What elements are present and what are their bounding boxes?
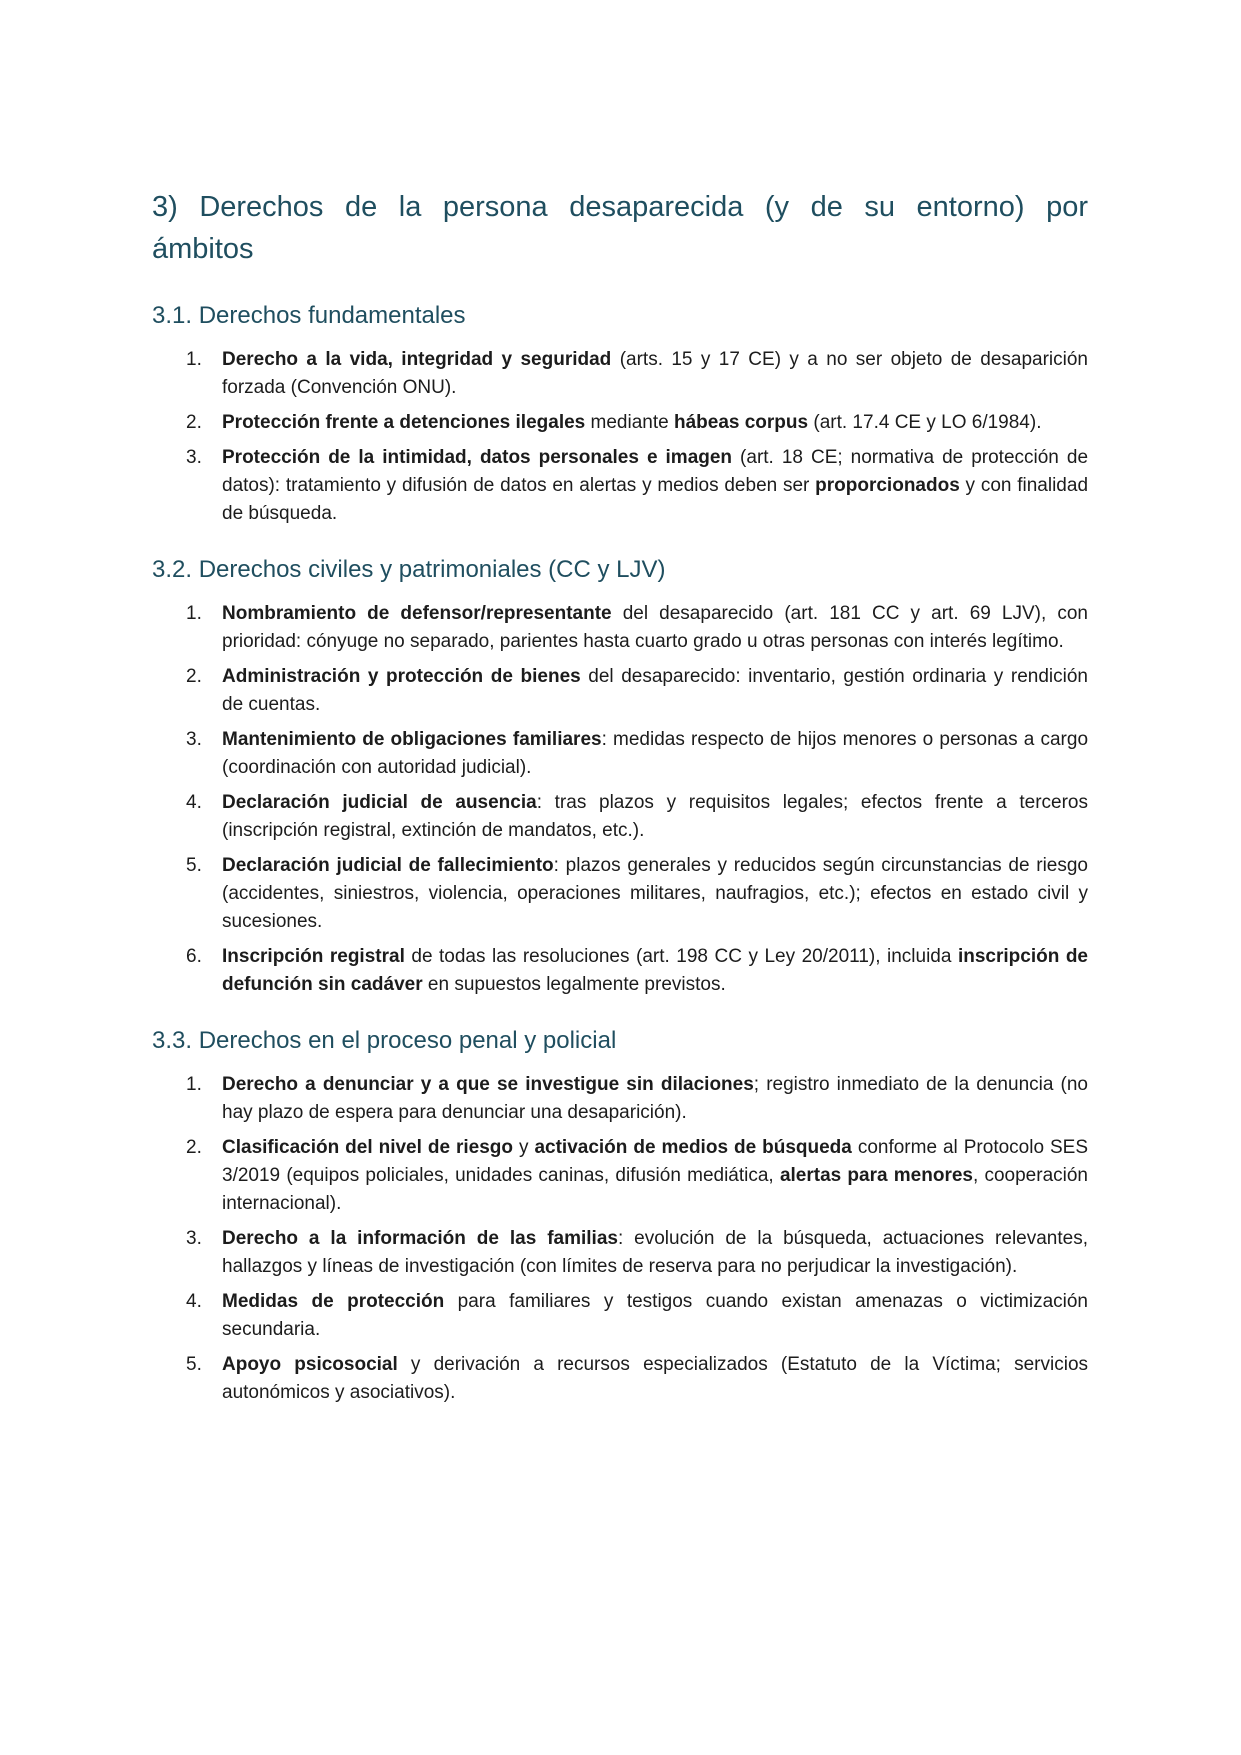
list-item-text: Derecho a la información de las familias: evolución de la búsqueda, actuaciones relevantes, hallazgos y líneas de investigación (con límites de reserva para no perjudicar la investigación). [222,1228,1088,1277]
list-item-text: Administración y protección de bienes del desaparecido: inventario, gestión ordinaria y rendición de cuentas. [222,666,1088,715]
list-item-number: 3. [186,729,202,750]
list-item [186,409,1088,437]
list-item-text: Mantenimiento de obligaciones familiares: medidas respecto de hijos menores o personas a cargo (coordinación con autoridad judicial). [222,729,1089,778]
list-item-text: Declaración judicial de fallecimiento: plazos generales y reducidos según circunstancias de riesgo (accidentes, siniestros, violencia, operaciones militares, naufragios, etc.); efectos en estado civil y sucesiones. [222,855,1089,932]
list-item-number: 6. [186,946,202,967]
list-item [186,943,1088,999]
list-item-text: Declaración judicial de ausencia: tras plazos y requisitos legales; efectos frente a terceros (inscripción registral, extinción de mandatos, etc.). [222,792,1088,841]
list-item-text: Nombramiento de defensor/representante del desaparecido (art. 181 CC y art. 69 LJV), con prioridad: cónyuge no separado, parientes hasta cuarto grado u otras personas con interés legítimo. [222,603,1089,652]
list-item [186,1071,1088,1127]
list-item [186,852,1088,936]
section-list [186,600,1088,999]
sections-container [152,300,1088,1407]
list-item-number: 2. [186,412,202,433]
list-item-text: Protección de la intimidad, datos personales e imagen (art. 18 CE; normativa de protección de datos): tratamiento y difusión de datos en alertas y medios deben ser proporcionados y con finalidad de búsqueda. [222,447,1089,524]
section-list [186,1071,1088,1407]
list-item-number: 1. [186,603,202,624]
list-item [186,789,1088,845]
list-item-number: 2. [186,1137,202,1158]
page-title-line-1: 3) Derechos de la persona desaparecida (y de su entorno) por [152,191,1088,223]
list-item-text: Medidas de protección para familiares y testigos cuando existan amenazas o victimización secundaria. [222,1291,1088,1340]
list-item [186,1351,1088,1407]
list-item-text: Derecho a denunciar y a que se investigue sin dilaciones; registro inmediato de la denuncia (no hay plazo de espera para denunciar una desaparición). [222,1074,1088,1123]
list-item-text: Derecho a la vida, integridad y seguridad (arts. 15 y 17 CE) y a no ser objeto de desaparición forzada (Convención ONU). [222,349,1088,398]
list-item-number: 3. [186,447,202,468]
list-item-number: 5. [186,1354,202,1375]
section-heading: 3.3. Derechos en el proceso penal y policial [152,1027,617,1054]
list-item-number: 4. [186,792,202,813]
list-item-text: Inscripción registral de todas las resoluciones (art. 198 CC y Ley 20/2011), incluida inscripción de defunción sin cadáver en supuestos legalmente previstos. [222,946,1088,995]
list-item-number: 2. [186,666,202,687]
list-item [186,663,1088,719]
list-item [186,444,1088,528]
list-item [186,600,1088,656]
list-item-text: Protección frente a detenciones ilegales mediante hábeas corpus (art. 17.4 CE y LO 6/1984). [222,412,1042,433]
list-item [186,1288,1088,1344]
list-item-number: 5. [186,855,202,876]
list-item [186,1225,1088,1281]
section-list [186,346,1088,528]
page-title-line-2: ámbitos [152,233,254,265]
section-heading: 3.2. Derechos civiles y patrimoniales (CC y LJV) [152,556,666,583]
list-item [186,1134,1088,1218]
list-item-number: 3. [186,1228,202,1249]
page-title [152,186,1088,270]
list-item [186,346,1088,402]
list-item [186,726,1088,782]
section-heading: 3.1. Derechos fundamentales [152,302,466,329]
list-item-text: Apoyo psicosocial y derivación a recursos especializados (Estatuto de la Víctima; servicios autonómicos y asociativos). [222,1354,1089,1403]
list-item-number: 4. [186,1291,202,1312]
list-item-number: 1. [186,349,202,370]
list-item-text: Clasificación del nivel de riesgo y activación de medios de búsqueda conforme al Protocolo SES 3/2019 (equipos policiales, unidades caninas, difusión mediática, alertas para menores, cooperación internacional). [222,1137,1088,1214]
list-item-number: 1. [186,1074,202,1095]
